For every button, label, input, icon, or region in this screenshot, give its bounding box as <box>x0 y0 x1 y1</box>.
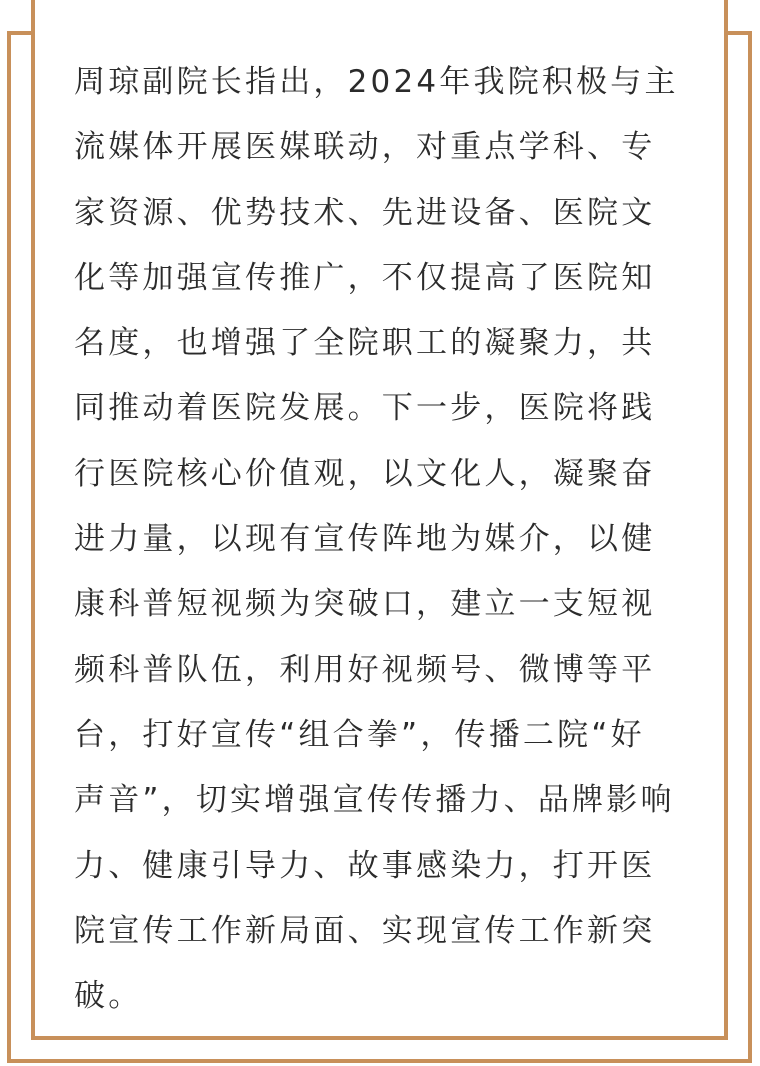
paragraph-line: 声音”，切实增强宣传传播力、品牌影响 <box>74 782 675 819</box>
frame-inner-right-border <box>724 0 728 1040</box>
frame-outer-right-border <box>748 31 752 1063</box>
frame-outer-bottom-border <box>7 1059 752 1063</box>
frame-outer-left-border <box>7 31 11 1063</box>
paragraph-line: 破。 <box>74 978 143 1015</box>
frame-outer-top-right-corner <box>724 31 752 35</box>
paragraph-line: 康科普短视频为突破口，建立一支短视 <box>74 586 656 623</box>
paragraph-line: 流媒体开展医媒联动，对重点学科、专 <box>74 129 656 166</box>
frame-inner-left-border <box>31 0 35 1040</box>
paragraph-line: 周琼副院长指出，2024年我院积极与主 <box>74 64 679 100</box>
paragraph-line: 频科普队伍，利用好视频号、微博等平 <box>74 651 656 688</box>
paragraph-line: 院宣传工作新局面、实现宣传工作新突 <box>74 912 656 949</box>
paragraph-line: 进力量，以现有宣传阵地为媒介，以健 <box>74 521 656 558</box>
paragraph-line: 名度，也增强了全院职工的凝聚力，共 <box>74 325 656 362</box>
paragraph-line: 行医院核心价值观，以文化人，凝聚奋 <box>74 455 656 492</box>
paragraph-line: 台，打好宣传“组合拳”，传播二院“好 <box>74 716 645 753</box>
article-paragraph <box>74 50 694 1029</box>
paragraph-line: 家资源、优势技术、先进设备、医院文 <box>74 194 656 231</box>
paragraph-line: 力、健康引导力、故事感染力，打开医 <box>74 847 656 884</box>
paragraph-line: 化等加强宣传推广，不仅提高了医院知 <box>74 259 656 296</box>
frame-inner-bottom-border <box>31 1036 728 1040</box>
paragraph-line: 同推动着医院发展。下一步，医院将践 <box>74 390 656 427</box>
